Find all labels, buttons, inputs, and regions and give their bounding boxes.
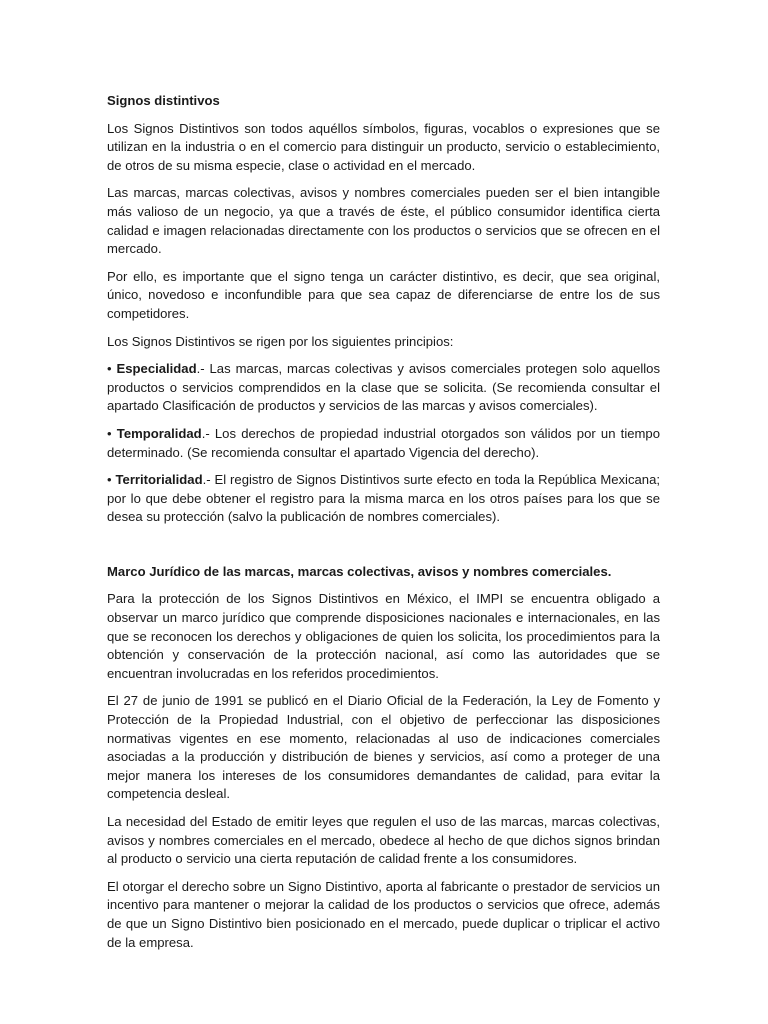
paragraph-definition: Los Signos Distintivos son todos aquéllos símbolos, figuras, vocablos o expresiones que se utilizan en la industria o en el comercio para distinguir un producto, servicio o establecimiento, de otros de su misma especie, clase o actividad en el mercado. (107, 120, 660, 173)
paragraph-law-1991: El 27 de junio de 1991 se publicó en el Diario Oficial de la Federación, la Ley de Fomento y Protección de la Propiedad Industrial, con el objetivo de perfeccionar las disposiciones normativas vigentes en ese momento, relacionadas al uso de indicaciones comerciales asociadas a la producción y distribución de bienes y servicios, así como a proteger de una mejor manera los intereses de los consumidores demandantes de calidad, para evitar la competencia desleal. (107, 693, 660, 802)
principle-especialidad (107, 360, 660, 416)
section-title-signos-distintivos: Signos distintivos (107, 93, 220, 108)
principle-text: .- El registro de Signos Distintivos surte efecto en toda la República Mexicana; por lo que debe obtener el registro para la misma marca en los otros países para los que se desea su protección (salvo la publicación de nombres comerciales). (107, 472, 660, 525)
principle-text: .- Las marcas, marcas colectivas y avisos comerciales protegen solo aquellos productos o servicios comprendidos en la clase que se solicita. (Se recomienda consultar el apartado Clasificación de productos y servicios de las marcas y avisos comerciales). (107, 361, 661, 414)
principle-term: Especialidad (116, 361, 197, 377)
principle-text: .- Los derechos de propiedad industrial otorgados son válidos por un tiempo determinado. (Se recomienda consultar el apartado Vigencia del derecho). (107, 425, 660, 460)
principle-term: Temporalidad (116, 425, 202, 441)
principle-territorialidad (107, 471, 660, 527)
bullet-icon: • (107, 425, 112, 441)
bullet-icon: • (107, 472, 112, 488)
principle-temporalidad (107, 425, 660, 462)
paragraph-distinctive-character: Por ello, es importante que el signo tenga un carácter distintivo, es decir, que sea original, único, novedoso e inconfundible para que sea capaz de diferenciarse de entre los de sus competidores. (107, 268, 660, 321)
bullet-icon: • (107, 361, 112, 377)
paragraph-right-incentive: El otorgar el derecho sobre un Signo Distintivo, aporta al fabricante o prestador de servicios un incentivo para mantener o mejorar la calidad de los productos o servicios que ofrece, además de que un Signo Distintivo bien posicionado en el mercado, puede duplicar o triplicar el activo de la empresa. (107, 878, 660, 950)
document-page (107, 92, 660, 961)
section-title-marco-juridico: Marco Jurídico de las marcas, marcas colectivas, avisos y nombres comerciales. (107, 563, 612, 579)
paragraph-principles-intro: Los Signos Distintivos se rigen por los siguientes principios: (107, 333, 454, 349)
principle-term: Territorialidad (115, 472, 203, 488)
paragraph-intangible-value: Las marcas, marcas colectivas, avisos y nombres comerciales pueden ser el bien intangible más valioso de un negocio, ya que a través de éste, el público consumidor identifica cierta calidad e imagen relacionadas directamente con los productos o servicios que se ofrecen en el mercado. (107, 185, 660, 257)
paragraph-state-necessity: La necesidad del Estado de emitir leyes que regulen el uso de las marcas, marcas colectivas, avisos y nombres comerciales en el mercado, obedece al hecho de que dichos signos brindan al producto o servicio una cierta reputación de calidad frente a los consumidores. (107, 814, 660, 867)
paragraph-legal-framework: Para la protección de los Signos Distintivos en México, el IMPI se encuentra obligado a observar un marco jurídico que comprende disposiciones nacionales e internacionales, en las que se reconocen los derechos y obligaciones de quien los solicita, los procedimientos para la obtención y conservación de la protección nacional, así como las autoridades que se encuentran involucradas en los referidos procedimientos. (107, 591, 660, 681)
